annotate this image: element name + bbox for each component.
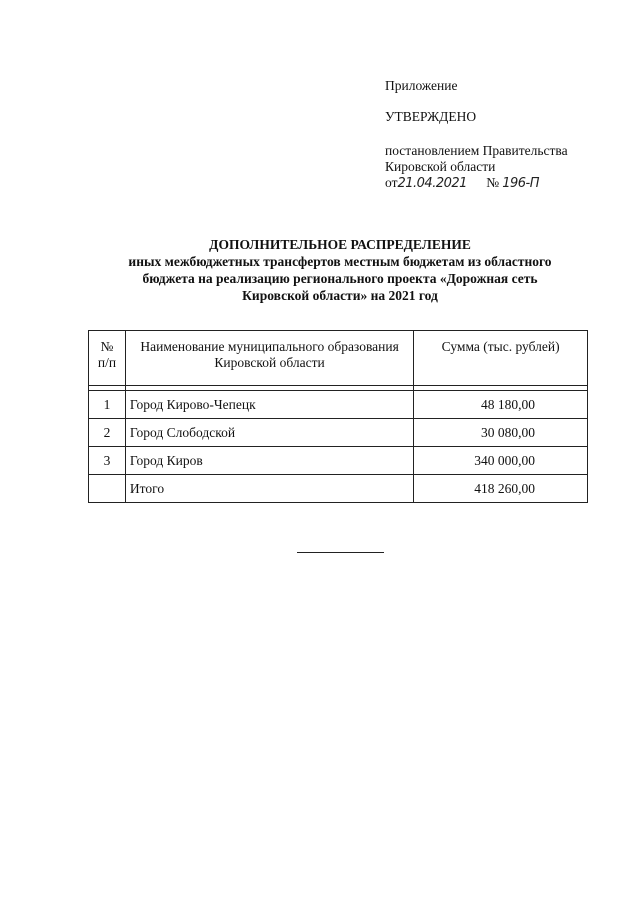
table-row: [89, 391, 588, 419]
row-name: Город Киров: [125, 447, 413, 475]
end-divider-line: [297, 552, 384, 553]
decree-date-number: [385, 175, 625, 192]
title-line-2: иных межбюджетных трансфертов местным бюджетам из областного: [128, 254, 552, 269]
title-line-4: Кировской области» на 2021 год: [242, 288, 438, 303]
total-row-label: Итого: [125, 475, 413, 503]
header-number-pp: п/п: [97, 355, 117, 370]
total-row-sum: 418 260,00: [414, 475, 588, 503]
row-sum: 30 080,00: [414, 419, 588, 447]
table-row: [89, 419, 588, 447]
header-number-sign: №: [100, 339, 114, 354]
header-name: [125, 331, 413, 386]
date-prefix: от: [385, 175, 398, 190]
decree-line-1: постановлением Правительства: [385, 143, 568, 158]
row-number: 3: [89, 447, 126, 475]
appendix-label: Приложение: [385, 78, 458, 93]
table-total-row: [89, 475, 588, 503]
table-row: [89, 447, 588, 475]
row-number: 1: [89, 391, 126, 419]
row-name: Город Кирово-Чепецк: [125, 391, 413, 419]
document-title: [95, 236, 585, 304]
title-heading: ДОПОЛНИТЕЛЬНОЕ РАСПРЕДЕЛЕНИЕ: [209, 237, 471, 252]
header-sum: Сумма (тыс. рублей): [414, 331, 588, 386]
number-prefix: №: [486, 175, 500, 190]
row-sum: 340 000,00: [414, 447, 588, 475]
distribution-table: [88, 330, 588, 503]
table-header-row: [89, 331, 588, 386]
decree-line-2: Кировской области: [385, 159, 496, 174]
row-name: Город Слободской: [125, 419, 413, 447]
approved-label: УТВЕРЖДЕНО: [385, 109, 477, 124]
header-number: [89, 331, 126, 386]
title-line-3: бюджета на реализацию регионального проекта «Дорожная сеть: [142, 271, 538, 286]
header-name-line-2: Кировской области: [214, 355, 325, 370]
approval-block: [385, 78, 625, 192]
total-row-number: [89, 475, 126, 503]
row-sum: 48 180,00: [414, 391, 588, 419]
handwritten-number: 196-П: [502, 176, 539, 191]
header-name-line-1: Наименование муниципального образования: [140, 339, 399, 354]
handwritten-date: 21.04.2021: [397, 176, 467, 191]
row-number: 2: [89, 419, 126, 447]
